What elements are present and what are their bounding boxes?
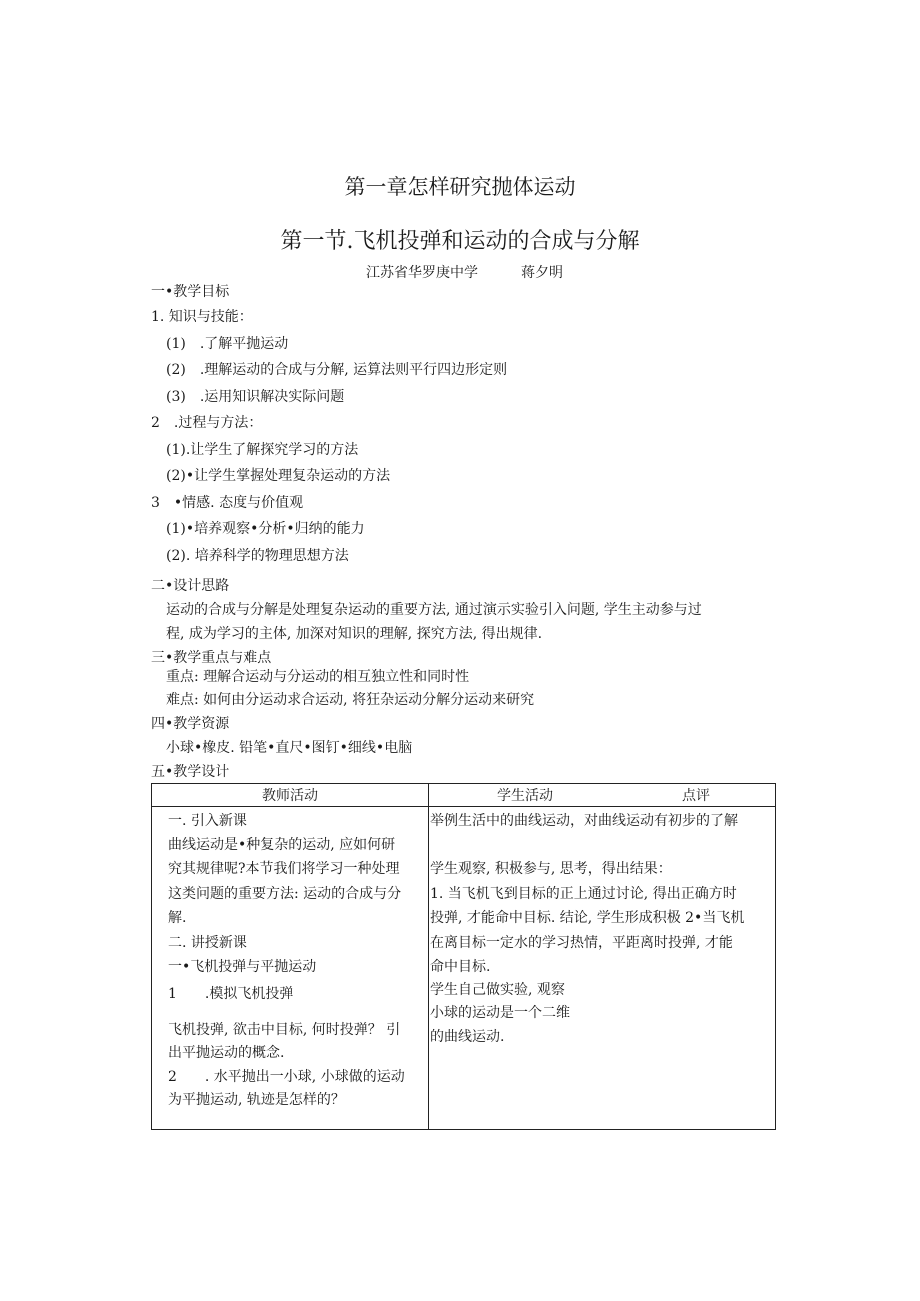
teacher-line: 一•飞机投弹与平抛运动 xyxy=(168,959,317,975)
knowledge-item: (1) .了解平抛运动 xyxy=(166,336,289,352)
author-school: 江苏省华罗庚中学 xyxy=(366,265,478,281)
teacher-line: 飞机投弹, 欲击中目标, 何时投弹？ 引 xyxy=(168,1022,401,1038)
student-line: 举例生活中的曲线运动，对曲线运动有初步的了解 xyxy=(430,813,738,829)
student-line: 学生观察, 积极参与, 思考，得出结果： xyxy=(430,861,672,877)
table-header-divider xyxy=(152,806,775,807)
emotion-item: (2). 培养科学的物理思想方法 xyxy=(166,548,349,564)
teacher-line: 解. xyxy=(168,910,187,926)
student-line: 1. 当飞机飞到目标的正上通过讨论, 得出正确方时 xyxy=(430,886,737,902)
student-line: 投弹, 才能命中目标. 结论, 学生形成积极 2•当飞机 xyxy=(430,910,745,926)
student-line: 的曲线运动. xyxy=(430,1029,505,1045)
student-line: 学生自己做实验, 观察 xyxy=(430,982,565,998)
chapter-title: 第一章怎样研究抛体运动 xyxy=(344,175,576,199)
subheading-knowledge: 1. 知识与技能： xyxy=(151,309,253,325)
header-teacher-activity: 教师活动 xyxy=(262,788,318,804)
design-idea-line: 程, 成为学习的主体, 加深对知识的理解, 探究方法, 得出规律. xyxy=(166,626,543,642)
resources-line: 小球•橡皮. 铅笔•直尺•图钉•细线•电脑 xyxy=(166,740,413,756)
student-line: 命中目标. xyxy=(430,959,491,975)
process-item: (2)•让学生掌握处理复杂运动的方法 xyxy=(166,468,391,484)
difficulty-line: 难点: 如何由分运动求合运动, 将狂杂运动分解分运动来研究 xyxy=(166,692,535,708)
teacher-line: 这类问题的重要方法: 运动的合成与分 xyxy=(168,886,402,902)
header-student-activity: 学生活动 xyxy=(497,788,553,804)
heading-key-points: 三•教学重点与难点 xyxy=(151,650,272,666)
heading-resources: 四•教学资源 xyxy=(151,716,230,732)
process-item: (1).让学生了解探究学习的方法 xyxy=(166,442,359,458)
table-column-divider xyxy=(428,784,429,1129)
subheading-emotion: 3 •情感. 态度与价值观 xyxy=(151,495,304,511)
teacher-line: 一. 引入新课 xyxy=(168,813,247,829)
teacher-line: 二. 讲授新课 xyxy=(168,935,247,951)
knowledge-item: (3) .运用知识解决实际问题 xyxy=(166,389,345,405)
teacher-line: 出平抛运动的概念. xyxy=(168,1045,285,1061)
design-idea-line: 运动的合成与分解是处理复杂运动的重要方法, 通过演示实验引入问题, 学生主动参与过 xyxy=(166,602,702,618)
header-comment: 点评 xyxy=(682,788,710,804)
key-point-line: 重点: 理解合运动与分运动的相互独立性和同时性 xyxy=(166,669,470,685)
heading-teaching-design: 五•教学设计 xyxy=(151,764,230,780)
author-name: 蒋夕明 xyxy=(521,265,563,281)
student-line: 小球的运动是一个二维 xyxy=(430,1005,570,1021)
knowledge-item: (2) .理解运动的合成与分解, 运算法则平行四边形定则 xyxy=(166,362,508,378)
teacher-line: 曲线运动是•种复杂的运动, 应如何研 xyxy=(168,837,396,853)
teaching-design-table xyxy=(151,783,776,1130)
section-title: 第一节.飞机投弹和运动的合成与分解 xyxy=(280,229,640,254)
student-line: 在离目标一定水的学习热情，平距离时投弹, 才能 xyxy=(430,935,733,951)
teacher-line: 为平抛运动, 轨迹是怎样的？ xyxy=(168,1092,345,1108)
heading-design-idea: 二•设计思路 xyxy=(151,578,230,594)
teacher-line: 1 .模拟飞机投弹 xyxy=(168,986,294,1002)
emotion-item: (1)•培养观察•分析•归纳的能力 xyxy=(166,521,365,537)
teacher-line: 究其规律呢?本节我们将学习一种处理 xyxy=(168,861,400,877)
heading-teaching-goals: 一•教学目标 xyxy=(151,284,230,300)
teacher-line: 2 . 水平抛出一小球, 小球做的运动 xyxy=(168,1069,405,1085)
subheading-process: 2 .过程与方法： xyxy=(151,415,263,431)
